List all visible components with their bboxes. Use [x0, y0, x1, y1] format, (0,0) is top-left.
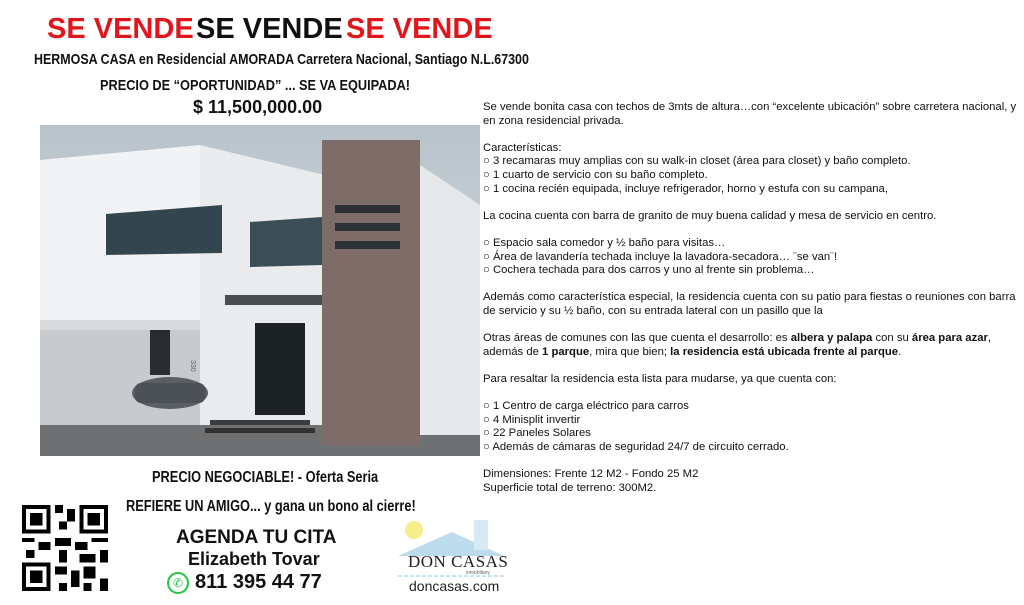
feature-item: ○ Espacio sala comedor y ½ baño para visitas… — [483, 236, 726, 249]
extra-item: ○ 22 Paneles Solares — [483, 427, 591, 440]
feature-item: ○ Área de lavandería techada incluye la lavadora-secadora… ¨se van¨! — [483, 250, 838, 263]
extra-item: ○ Además de cámaras de seguridad 24/7 de circuito cerrado. — [483, 440, 789, 453]
whatsapp-icon: ✆ — [167, 572, 189, 594]
website-link[interactable]: doncasas.com — [409, 578, 500, 594]
price: $ 11,500,000.00 — [193, 97, 323, 117]
qr-code[interactable] — [22, 505, 108, 591]
negotiable-text: PRECIO NEGOCIABLE! - Oferta Seria — [152, 469, 379, 486]
referral-text: REFIERE UN AMIGO... y gana un bono al cierre! — [126, 498, 416, 515]
extra-item: ○ 4 Minisplit invertir — [483, 413, 581, 426]
features-title: Características: — [483, 141, 562, 154]
headline-3: SE VENDE — [346, 13, 493, 45]
feature-item: ○ Cochera techada para dos carros y uno al frente sin problema… — [483, 264, 815, 277]
ready-text: Para resaltar la residencia esta lista para mudarse, ya que cuenta con: — [483, 372, 837, 385]
feature-item: ○ 3 recamaras muy amplias con su walk-in closet (área para closet) y baño completo. — [483, 155, 911, 168]
surface: Superficie total de terreno: 300M2. — [483, 481, 657, 494]
feature-item: ○ 1 cuarto de servicio con su baño completo. — [483, 168, 708, 181]
special-text: Además como característica especial, la residencia cuenta con su patio para fiestas o reuniones con barra de servicio y su ½ baño, con su entrada lateral con un pasillo que la — [483, 291, 1016, 317]
dimensions: Dimensiones: Frente 12 M2 - Fondo 25 M2 — [483, 468, 699, 481]
agent-name: Elizabeth Tovar — [188, 549, 320, 569]
doncasas-logo — [396, 518, 508, 600]
headline-1: SE VENDE — [47, 13, 194, 45]
headline-2: SE VENDE — [196, 13, 343, 45]
description — [483, 101, 1018, 509]
feature-item: ○ 1 cocina recién equipada, incluye refrigerador, horno y estufa con su campana, — [483, 182, 888, 195]
subtitle: HERMOSA CASA en Residencial AMORADA Carretera Nacional, Santiago N.L.67300 — [34, 51, 529, 68]
extra-item: ○ 1 Centro de carga eléctrico para carros — [483, 400, 689, 413]
logo-text: DON CASAS — [408, 552, 509, 571]
phone-number[interactable]: 811 395 44 77 — [195, 571, 322, 593]
cta-text: AGENDA TU CITA — [176, 527, 337, 548]
common-areas-text: Otras áreas de comunes con las que cuenta el desarrollo: es albera y palapa con su área para azar, además de 1 parque, mira que bien; la residencia está ubicada frente al parque. — [483, 332, 992, 358]
house-photo — [40, 125, 480, 456]
kitchen-text: La cocina cuenta con barra de granito de muy buena calidad y mesa de servicio en centro. — [483, 209, 937, 222]
house-number: 330 — [189, 360, 196, 372]
logo-subtext: inmobiliary — [466, 570, 490, 576]
intro-text: Se vende bonita casa con techos de 3mts de altura…con “excelente ubicación” sobre carretera nacional, y en zona residencial privada. — [483, 101, 1017, 127]
offer-text: PRECIO DE “OPORTUNIDAD” ... SE VA EQUIPADA! — [100, 77, 411, 94]
